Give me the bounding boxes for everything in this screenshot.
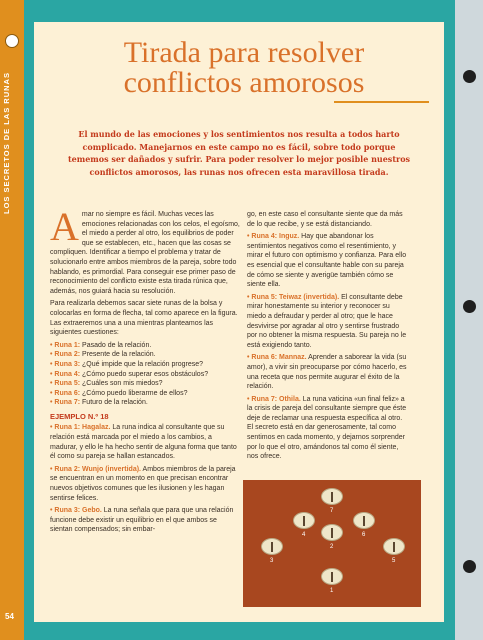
rune-stone: [321, 488, 343, 505]
rune-stone: [321, 568, 343, 585]
binder-hole: [463, 300, 476, 313]
example-item: • Runa 5: Teiwaz (invertida). El consultante debe mirar honestamente su interior y reconocer su miedo a defraudar y perder al otro; que le hace desvivirse por agradar al otro y sentirse frustrado por no obtener la misma respuesta. Su pareja no le está exigiendo tanto.: [247, 293, 407, 349]
list-item: • Runa 7: Futuro de la relación.: [50, 399, 148, 407]
example-heading: EJEMPLO N.º 18: [50, 411, 109, 421]
rune-number: 7: [330, 508, 334, 514]
paragraph-1: [50, 204, 240, 296]
rune-stone: [261, 538, 283, 555]
page-number: 54: [5, 612, 14, 621]
rune-stone: [353, 512, 375, 529]
right-column: [247, 210, 407, 465]
runes-list: [50, 341, 240, 408]
title-line-2: conflictos amorosos: [123, 66, 365, 99]
title-line-1: Tirada para resolver: [123, 36, 365, 69]
continued-paragraph: go, en este caso el consultante siente que da más de lo que recibe, y se está distanciando.: [247, 211, 403, 228]
list-item: • Runa 4: ¿Cómo puedo superar esos obstáculos?: [50, 370, 209, 378]
list-item: • Runa 6: ¿Cómo puedo liberarme de ellos?: [50, 389, 188, 397]
rune-number: 4: [302, 532, 306, 538]
binder-hole: [463, 70, 476, 83]
rune-stone: [293, 512, 315, 529]
example-item: • Runa 2: Wunjo (invertida). Ambos miembros de la pareja se encuentran en un momento en que precisan encontrar nuevos objetivos comunes que les ilusionen y les hagan sentirse felices.: [50, 465, 236, 502]
rune-number: 5: [392, 558, 396, 564]
list-item: • Runa 5: ¿Cuáles son mis miedos?: [50, 380, 163, 388]
paragraph-2: Para realizarla debemos sacar siete runas de la bolsa y colocarlas en forma de flecha, tal como aparece en la figura. Las extraeremos una a una mientras planteamos las siguientes cuestiones:: [50, 300, 238, 337]
rune-stone: [321, 524, 343, 541]
example-item: • Runa 4: Inguz. Hay que abandonar los sentimientos negativos como el resentimiento, y mirar el futuro con optimismo y confianza. Para ello es esencial que el consultante hable con su pareja de cómo se siente y averigüe también cómo se siente ella.: [247, 233, 407, 289]
article-intro: El mundo de las emociones y los sentimientos nos resulta a todos harto complicado. Manejarnos en este campo no es fácil, sobre todo porque tememos ser dañados y sufrir. Para poder resolver lo mejor posible nuestros conflictos amorosos, las runas nos ofrecen esta maravillosa tirada.: [67, 129, 411, 177]
rune-number: 6: [362, 532, 366, 538]
rune-number: 3: [270, 558, 274, 564]
example-item: • Runa 1: Hagalaz. La runa indica al consultante que su relación está marcada por el miedo a los cambios, a madurar, y ello le ha hecho sentir de alguna forma que tanto él como su pareja se hallan estancados.: [50, 424, 237, 461]
rune-number: 1: [330, 588, 334, 594]
feather-icon: [5, 34, 19, 48]
example-item: • Runa 7: Othila. La runa vaticina «un final feliz» a la crisis de pareja del consultante siempre que éste deje de reclamar una respuesta específica al otro. El secreto está en dar generosamente, tal como sentimos en cada momento, y dejarnos sorprender por lo que el otro, amándonos tal como él siente, nos ofrece.: [247, 395, 407, 461]
list-item: • Runa 3: ¿Qué impide que la relación progrese?: [50, 360, 204, 368]
section-sidebar: [0, 0, 24, 640]
example-item: • Runa 6: Mannaz. Aprender a saborear la vida (su amor), a vivir sin preocuparse por cómo hacerlo, es una receta que nos permite augurar el éxito de la relación.: [247, 354, 407, 391]
rune-number: 2: [330, 544, 334, 550]
drop-cap: A: [50, 204, 79, 249]
rune-stone: [383, 538, 405, 555]
example-item: • Runa 3: Gebo. La runa señala que para que una relación funcione debe existir un equilibrio en el que ambos se sientan compensados; sin embar-: [50, 507, 234, 534]
list-item: • Runa 2: Presente de la relación.: [50, 351, 156, 359]
rune-spread-photo: [243, 480, 421, 607]
paragraph-1-text: mar no siempre es fácil. Muchas veces las emociones relacionadas con los celos, el egoísmo, el miedo a perder al otro, los equilibrios de poder que se establecen, etc., hacen que las cosas se compliquen. Identificar a tiempo el problema y tratar de solucionarlo entre ambos miembros de la pareja, sobre todo hablando, es primordial. Para conseguir ese primer paso de reconocimiento del conflicto existe esta tirada rúnica que, además, nos guiará hacia su resolución.: [50, 211, 240, 295]
title-underline: [334, 101, 429, 103]
section-title: LOS SECRETOS DE LAS RUNAS: [2, 72, 11, 214]
list-item: • Runa 1: Pasado de la relación.: [50, 341, 152, 349]
binder-hole: [463, 560, 476, 573]
left-column: [50, 204, 240, 538]
article-title: [54, 38, 434, 98]
